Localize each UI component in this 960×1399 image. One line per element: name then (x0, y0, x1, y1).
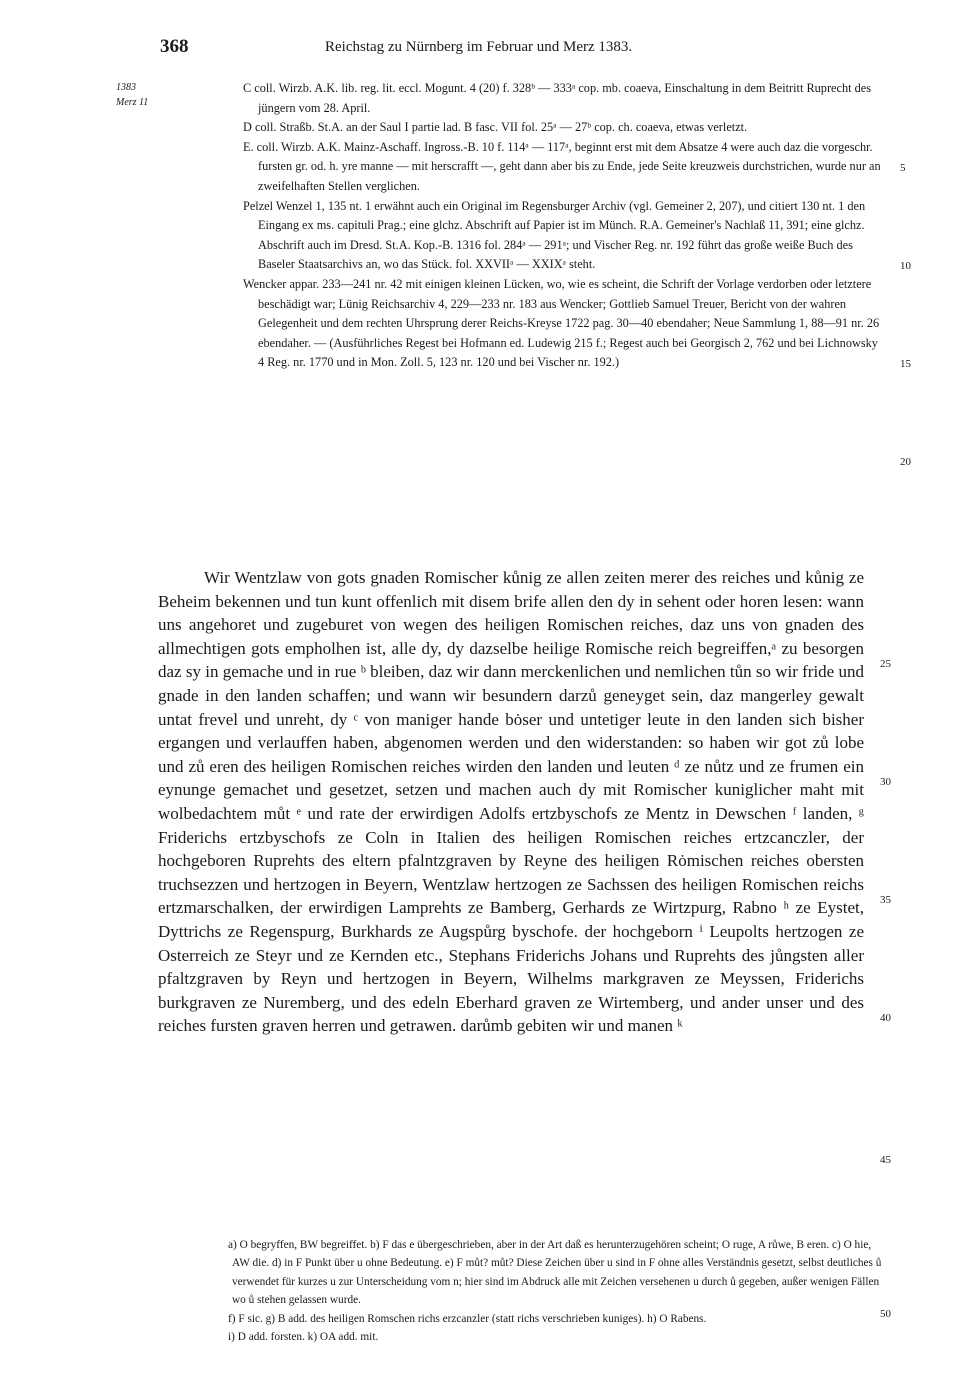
line-number: 50 (880, 1308, 891, 1320)
source-apparatus (243, 79, 883, 373)
source-entry-pelzel: Pelzel Wenzel 1, 135 nt. 1 erwähnt auch ein Original im Regensburger Archiv (vgl. Gemeiner 2, 207), und citiert 130 nt. 1 den Eingang ex ms. capituli Prag.; eine glchz. Abschrift auf Papier ist im Münch. R.A. Gemeiner's Nachlaß 11, 391; eine glchz. Abschrift auch im Dresd. St.A. Kop.-B. 1316 fol. 284ᵃ — 291ᵃ; und Vischer Reg. nr. 192 führt das große weiße Buch des Baseler Staatsarchivs an, wo das Stück. fol. XXVIIᵃ — XXIXᵃ steht. (243, 198, 866, 272)
line-number: 35 (880, 894, 891, 906)
source-entry-wencker: Wencker appar. 233—241 nr. 42 mit einigen kleinen Lücken, wo, wie es scheint, die Schrift der Vorlage verdorben oder letztere beschädigt war; Lünig Reichsarchiv 4, 229—233 nr. 183 aus Wencker; Gottlieb Samuel Treuer, Bericht von der wahren Gelegenheit und dem rechten Uhrsprung derer Reichs-Kreyse 1722 pag. 30—40 ebendaher; Neue Sammlung 1, 88—91 nr. 26 ebendaher. — (Ausführliches Regest bei Hofmann ed. Ludewig 215 f.; Regest auch bei Georgisch 2, 762 und bei Lichnowsky 4 Reg. nr. 1770 und in Mon. Zoll. 5, 123 nr. 120 und bei Vischer nr. 192.) (243, 276, 880, 370)
margin-date (116, 80, 148, 110)
footnote-line: f) F sic. g) B add. des heiligen Romschen richs erzcanzler (statt richs verschrieben kuniges). h) O Rabens. (228, 1312, 707, 1325)
line-number: 25 (880, 658, 891, 670)
page-header (0, 36, 960, 64)
source-entry-d: D coll. Straßb. St.A. an der Saul I partie lad. B fasc. VII fol. 25ᵃ — 27ᵇ cop. ch. coaeva, etwas verletzt. (243, 120, 748, 135)
running-title: Reichstag zu Nürnberg im Februar und Merz 1383. (325, 39, 633, 55)
margin-date-day: Merz 11 (116, 97, 149, 108)
page-number: 368 (160, 36, 189, 57)
source-entry-e: E. coll. Wirzb. A.K. Mainz-Aschaff. Ingross.-B. 10 f. 114ᵃ — 117ᵃ, beginnt erst mit dem Absatze 4 were auch daz die vorgeschr. fursten gr. od. h. yre manne — mit herscrafft —, geht dann aber bis zu Ende, jede Seite kreuzweis durchstrichen, wurde nur an zweifelhaften Stellen verglichen. (243, 139, 881, 193)
footnote-line: i) D add. forsten. k) OA add. mit. (228, 1331, 379, 1344)
footnotes (228, 1236, 888, 1346)
main-paragraph: Wir Wentzlaw von gots gnaden Romischer kůnig ze allen zeiten merer des reiches und kůnig ze Beheim bekennen und tun kunt offenlich mit disem brife allen den dy in sehent oder horen lesen: wann uns angehoret und zugeburet von wegen des heiligen Romischen reiches, daz uns von gnaden des allmechtigen gots empholhen ist, alle dy, dy dazselbe heilige Romische reich begreiffen,ᵃ zu besorgen daz sy in gemache und in rue ᵇ bleiben, daz wir dann merckenlichen und nemlichen tůn so wir fride und gnade in den landen schaffen; und wann wir besundern darzů geneyget sein, daz mangerley gewalt untat frevel und unreht, dy ᶜ von maniger hande bȯser und untetiger leute in den landen sich bisher ergangen und verlauffen haben, abgenomen werden und den widerstanden: so haben wir got zů lobe und zů eren des heiligen Romischen reiches wirden den landen und leuten ᵈ ze nůtz und ze frumen ein eynunge gemachet und gesetzet, setzen und machen auch dy mit Romischer kuniglicher maht mit wolbedachtem můt ᵉ und rate der erwirdigen Adolfs ertzbyschofs ze Mentz in Dewschen ᶠ landen, ᵍ Friderichs ertzbyschofs ze Coln in Italien des heiligen Romischen reiches ertzcanczler, der hochgeboren Ruprehts des eltern pfalntzgraven by Reyne des heiligen Rȯmischen reiches obersten truchsezzen und hertzogen in Beyern, Wentzlaw hertzogen ze Sachssen des heiligen Romischen reichs ertzmarschalken, der erwirdigen Lamprehts ze Bamberg, Gerhards ze Wirtzpurg, Rabno ʰ ze Eystet, Dyttrichs ze Regenspurg, Burkhards ze Augspůrg byschofe. der hochgeborn ⁱ Leupolts hertzogen ze Osterreich ze Steyr und ze Kernden etc., Stephans Friderichs Johans und Ruprehts des jůngsten aller pfaltzgraven by Reyn und hertzogen in Beyern, Wilhelms markgraven ze Meyssen, Friderichs burkgraven ze Nuremberg, und des edeln Eberhard graven ze Wirtemberg, und ander unser und des reiches fursten graven herren und getrawen. darůmb gebiten wir und manen ᵏ (158, 568, 864, 1036)
line-number: 40 (880, 1012, 891, 1024)
footnote-line: a) O begryffen, BW begreiffet. b) F das e übergeschrieben, aber in der Art daß es herunterzugehören scheint; O ruge, A růwe, B eren. c) O hie, AW die. d) in F Punkt über u ohne Bedeutung. e) F můt? můt? Diese Zeichen über u sind in F ohne alles Verständnis gesetzt, selbst deutliches ů verwendet für kurzes u zur Unterscheidung vom n; hier sind im Abdruck alle mit Zeichen versehenen u durch ů gegeben, außer wenigen Fällen wo ů stehen gelassen wurde. (228, 1239, 882, 1307)
line-number: 5 (900, 162, 906, 174)
line-number: 30 (880, 776, 891, 788)
main-text (158, 566, 864, 1038)
line-number: 20 (900, 456, 911, 468)
margin-date-year: 1383 (116, 82, 136, 93)
line-number: 10 (900, 260, 911, 272)
line-number: 45 (880, 1154, 891, 1166)
source-entry-c: C coll. Wirzb. A.K. lib. reg. lit. eccl. Mogunt. 4 (20) f. 328ᵇ — 333ᵃ cop. mb. coaeva, Einschaltung in dem Beitritt Ruprecht des jüngern vom 28. April. (243, 81, 871, 115)
line-number: 15 (900, 358, 911, 370)
